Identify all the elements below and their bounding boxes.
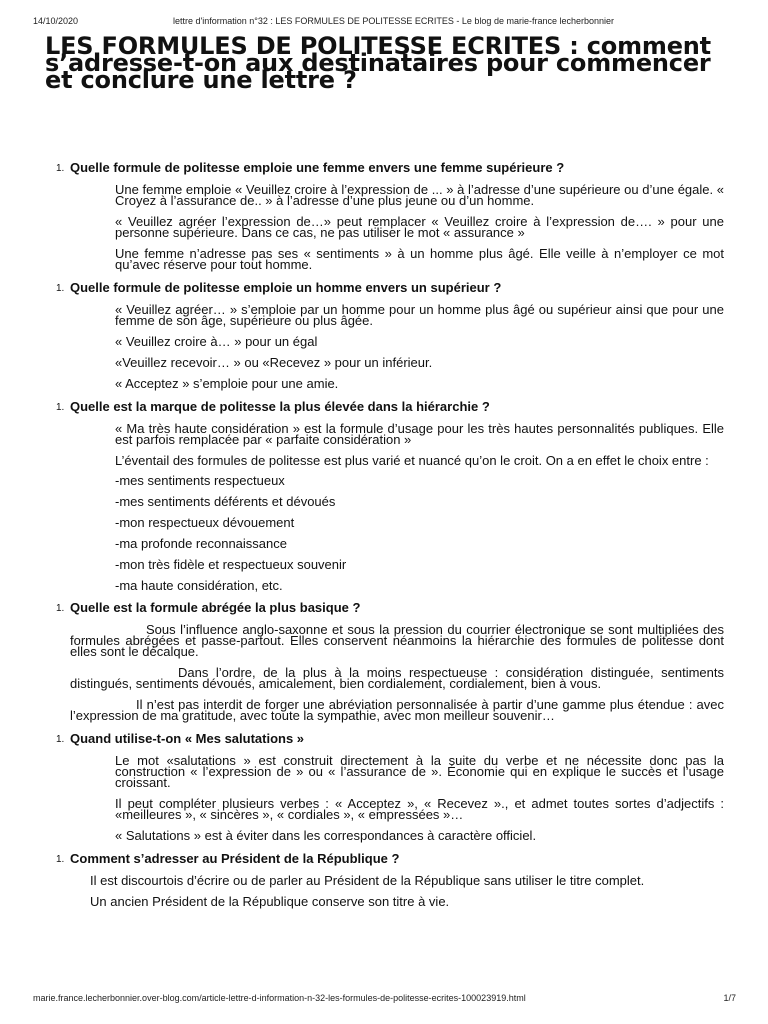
paragraph: « Veuillez agréer l’expression de…» peut remplacer « Veuillez croire à l’expression de…. » pour une personne supérieure. Dans ce cas, ne pas utiliser le mot « assurance » — [115, 214, 724, 240]
paragraph: Le mot «salutations » est construit directement à la suite du verbe et ne nécessite donc pas la construction « l’expression de » ou « l’assurance de ». Économie qui en explique le succès et l’usage croissant. — [115, 753, 724, 790]
paragraph: «Veuillez recevoir… » ou «Recevez » pour un inférieur. — [115, 355, 433, 370]
list-number: 1. — [56, 734, 65, 745]
paragraph: « Salutations » est à éviter dans les correspondances à caractère officiel. — [115, 828, 537, 843]
paragraph: Un ancien Président de la République conserve son titre à vie. — [90, 894, 450, 909]
paragraph: Il est discourtois d’écrire ou de parler au Président de la République sans utiliser le titre complet. — [90, 873, 645, 888]
question-heading: 1. Quelle formule de politesse emploie un homme envers un supérieur ? — [56, 280, 502, 295]
question-heading: 1. Comment s’adresser au Président de la République ? — [56, 851, 400, 866]
list-item: -mes sentiments déférents et dévoués — [115, 494, 336, 509]
paragraph: « Veuillez croire à… » pour un égal — [115, 334, 318, 349]
print-date: 14/10/2020 — [33, 16, 79, 26]
paragraph: Une femme emploie « Veuillez croire à l’expression de ... » à l’adresse d’une supérieure ou d’une égale. « Croyez à l’assurance de.. » à l’adresse d’une plus jeune ou d’un homme. — [115, 182, 724, 208]
page-footer — [33, 993, 736, 1007]
paragraph: Il peut compléter plusieurs verbes : « Acceptez », « Recevez »., et admet toutes sortes d’adjectifs : «meilleures », « sincères », « cordiales », « empressées »… — [115, 796, 724, 822]
list-item: -ma haute considération, etc. — [115, 578, 283, 593]
page-number: 1/7 — [723, 993, 736, 1003]
question-heading: 1. Quelle est la marque de politesse la plus élevée dans la hiérarchie ? — [56, 399, 490, 414]
list-item: -mon respectueux dévouement — [115, 515, 295, 530]
print-page-title: lettre d'information n°32 : LES FORMULES DE POLITESSE ECRITES - Le blog de marie-france lecherbonnier — [173, 16, 615, 26]
question-heading: 1. Quelle est la formule abrégée la plus basique ? — [56, 600, 361, 615]
paragraph: Une femme n’adresse pas ses « sentiments » à un homme plus âgé. Elle veille à n’employer ce mot qu’avec réserve pour tout homme. — [115, 246, 724, 272]
source-url: marie.france.lecherbonnier.over-blog.com/article-lettre-d-information-n-32-les-formules-de-politesse-ecrites-100023919.html — [33, 993, 526, 1003]
article-body — [0, 160, 768, 917]
page-header — [33, 16, 736, 30]
question-heading: 1. Quelle formule de politesse emploie une femme envers une femme supérieure ? — [56, 160, 565, 175]
list-item: -mon très fidèle et respectueux souvenir — [115, 557, 347, 572]
question-heading: 1. Quand utilise-t-on « Mes salutations » — [56, 731, 305, 746]
paragraph: Sous l’influence anglo-saxonne et sous la pression du courrier électronique se sont multipliées des formules abrégées et passe-partout. Elles conservent néanmoins la hiérarchie des formules de politesse dont elles sont le décalque. — [70, 622, 724, 659]
paragraph: Dans l’ordre, de la plus à la moins respectueuse : considération distinguée, sentiments distingués, sentiments dévoués, amicalement, bien cordialement, cordialement, bien à vous. — [70, 665, 724, 691]
list-number: 1. — [56, 854, 65, 865]
paragraph: « Acceptez » s’emploie pour une amie. — [115, 376, 339, 391]
list-item: -mes sentiments respectueux — [115, 473, 285, 488]
list-number: 1. — [56, 283, 65, 294]
list-number: 1. — [56, 402, 65, 413]
list-number: 1. — [56, 603, 65, 614]
list-item: -ma profonde reconnaissance — [115, 536, 287, 551]
article-title: LES FORMULES DE POLITESSE ECRITES : comment s’adresse-t-on aux destinataires pour commencer et conclure une lettre ? — [45, 32, 711, 94]
paragraph: L’éventail des formules de politesse est plus varié et nuancé qu’on le croit. On a en effet le choix entre : — [115, 453, 709, 468]
paragraph: « Veuillez agréer… » s’emploie par un homme pour un homme plus âgé ou supérieur ainsi que pour une femme de son âge, supérieure ou plus âgée. — [115, 302, 724, 328]
list-number: 1. — [56, 163, 65, 174]
paragraph: « Ma très haute considération » est la formule d’usage pour les très hautes personnalités publiques. Elle est parfois remplacée par « parfaite considération » — [115, 421, 724, 447]
paragraph: Il n’est pas interdit de forger une abréviation personnalisée à partir d’une gamme plus étendue : avec l’expression de ma gratitude, avec toute la sympathie, avec mon meilleur souvenir… — [70, 697, 724, 723]
